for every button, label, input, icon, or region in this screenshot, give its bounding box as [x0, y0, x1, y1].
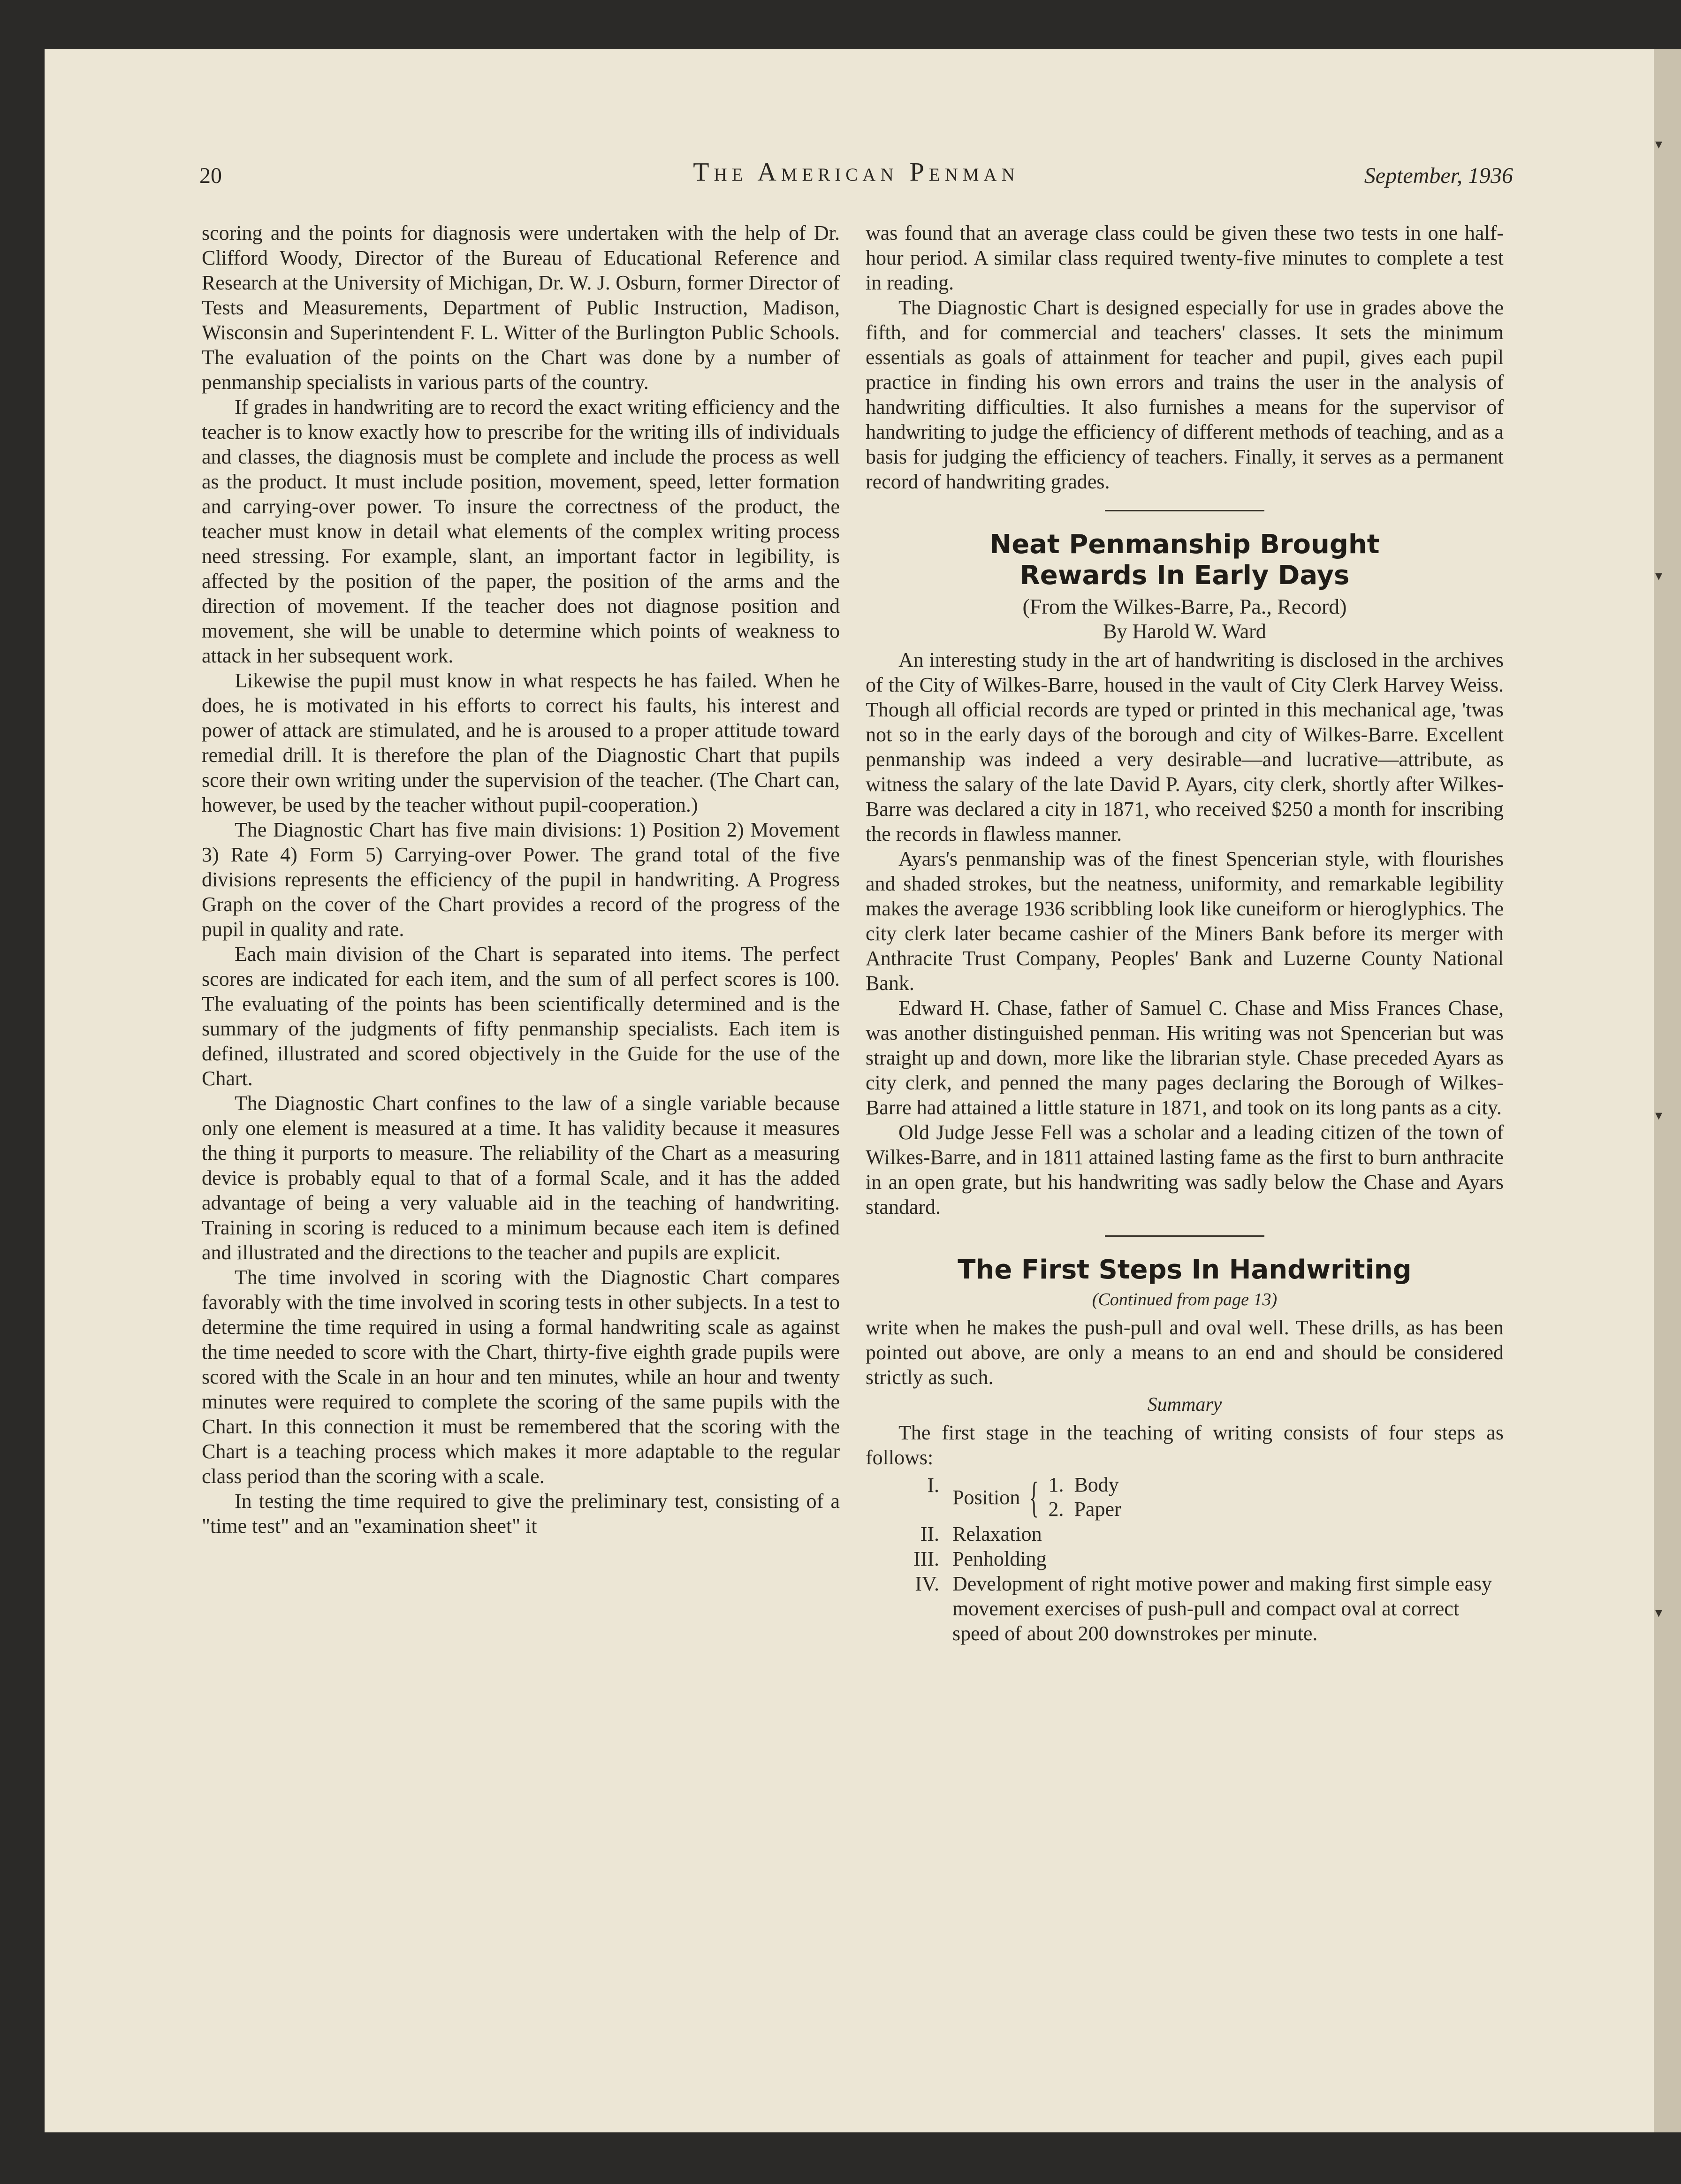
paragraph: Ayars's penmanship was of the finest Spencerian style, with flourishes and shaded strokes, but the neatness, uniformity, and remarkable legibility makes the average 1936 scribbling look like cuneiform or hieroglyphics. The city clerk later became cashier of the Miners Bank before its merger with Anthracite Trust Company, Peoples' Bank and Luzerne County National Bank. — [866, 847, 1504, 995]
article-title: The First Steps In Handwriting — [958, 1255, 1412, 1285]
section-divider — [1105, 510, 1264, 511]
step-number: I. — [927, 1474, 939, 1497]
steps-list — [866, 1473, 1504, 1646]
margin-mark: ▾ — [1655, 1108, 1663, 1123]
page-number: 20 — [199, 163, 222, 188]
brace-glyph: { — [1029, 1473, 1039, 1521]
step-number: IV. — [915, 1572, 939, 1595]
paragraph: An interesting study in the art of handwriting is disclosed in the archives of the City of Wilkes-Barre, housed in the vault of City Clerk Harvey Weiss. Though all official records are typed or printed in this mechanical age, 'twas not so in the early days of the borough and city of Wilkes-Barre. Excellent penmanship was indeed a very desirable—and lucrative—attribute, as witness the salary of the late David P. Ayars, city clerk, shortly after Wilkes-Barre was declared a city in 1871, who received $250 a month for inscribing the records in flawless manner. — [866, 648, 1504, 845]
paragraph: If grades in handwriting are to record the exact writing efficiency and the teacher is to know exactly how to prescribe for the writing ills of individuals and classes, the diagnosis must be complete and include the process as well as the product. It must include position, movement, speed, letter formation and carrying-over power. To insure the correctness of the product, the teacher must know in detail what elements of the complex writing process need stressing. For example, slant, an important factor in legibility, is affected by the position of the paper, the position of the arms and the direction of movement. If the teacher does not diagnose position and movement, she will be unable to determine which points of weakness to attack in her subsequent work. — [202, 396, 840, 667]
sub-item: 2. Paper — [1048, 1498, 1121, 1521]
step-number: II. — [920, 1522, 939, 1545]
margin-mark: ▾ — [1655, 137, 1663, 152]
step-item — [866, 1571, 1504, 1646]
article-neat-penmanship — [866, 529, 1504, 1219]
magazine-title: The American Penman — [693, 158, 1019, 187]
article-source: (From the Wilkes-Barre, Pa., Record) — [1022, 594, 1347, 618]
article-byline: By Harold W. Ward — [1103, 620, 1266, 643]
issue-date: September, 1936 — [1364, 163, 1513, 188]
continued-note: (Continued from page 13) — [1092, 1290, 1278, 1309]
article-title — [866, 529, 1504, 591]
step-label: Position — [952, 1485, 1020, 1509]
margin-mark: ▾ — [1655, 1605, 1663, 1621]
step-text — [952, 1473, 1504, 1522]
sub-item: 1. Body — [1048, 1473, 1119, 1496]
summary-intro: The first stage in the teaching of writing consists of four steps as follows: — [866, 1421, 1504, 1469]
paragraph: write when he makes the push-pull and oval well. These drills, as has been pointed out above, are only a means to an end and should be considered strictly as such. — [866, 1316, 1504, 1389]
sub-list — [1048, 1473, 1121, 1522]
page-edge — [1654, 49, 1681, 2132]
paragraph: The Diagnostic Chart has five main divisions: 1) Position 2) Movement 3) Rate 4) Form 5) Carrying-over Power. The grand total of the five divisions represents the efficiency of the pupil in handwriting. A Progress Graph on the cover of the Chart provides a record of the progress of the pupil in quality and rate. — [202, 818, 840, 941]
article-first-steps — [866, 1255, 1504, 1646]
step-item — [866, 1473, 1504, 1522]
step-item — [866, 1546, 1504, 1571]
paragraph: Edward H. Chase, father of Samuel C. Chase and Miss Frances Chase, was another distinguished penman. His writing was not Spencerian but was straight up and down, more like the librarian style. Chase preceded Ayars as city clerk, and penned the many pages declaring the Borough of Wilkes-Barre had attained a little stature in 1871, and took on its long pants as a city. — [866, 997, 1504, 1119]
article-title-line: Neat Penmanship Brought — [989, 529, 1380, 560]
step-item — [866, 1522, 1504, 1546]
margin-mark: ▾ — [1655, 568, 1663, 584]
paragraph: The time involved in scoring with the Diagnostic Chart compares favorably with the time involved in scoring tests in other subjects. In a test to determine the time required in using a formal handwriting scale as against the time needed to score with the Chart, thirty-five eighth grade pupils were scored with the Scale in an hour and ten minutes, while an hour and twenty minutes were required to complete the scoring of the same pupils with the Chart. In this connection it must be remembered that the scoring with the Chart is a teaching process which makes it more adaptable to the regular class period than the scoring with a scale. — [202, 1266, 840, 1488]
step-text: Relaxation — [952, 1522, 1042, 1545]
step-number: III. — [913, 1547, 939, 1570]
paragraph: was found that an average class could be given these two tests in one half-hour period. A similar class required twenty-five minutes to complete a test in reading. — [866, 221, 1504, 294]
paragraph: In testing the time required to give the preliminary test, consisting of a "time test" and an "examination sheet" it — [202, 1490, 840, 1537]
paragraph: The Diagnostic Chart confines to the law of a single variable because only one element is measured at a time. It has validity because it measures the thing it purports to measure. The reliability of the Chart as a measuring device is probably equal to that of a formal Scale, and it has the added advantage of being a very valuable aid in the teaching of handwriting. Training in scoring is reduced to a minimum because each item is defined and illustrated and the directions to the teacher and pupils are explicit. — [202, 1092, 840, 1264]
section-divider — [1105, 1235, 1264, 1237]
article-title-line: Rewards In Early Days — [1019, 560, 1350, 591]
paragraph: Each main division of the Chart is separated into items. The perfect scores are indicated for each item, and the sum of all perfect scores is 100. The evaluating of the points has been scientifically determined and is the summary of the judgments of fifty penmanship specialists. Each item is defined, illustrated and scored objectively in the Guide for the use of the Chart. — [202, 943, 840, 1090]
paragraph: scoring and the points for diagnosis were undertaken with the help of Dr. Clifford Woody, Director of the Bureau of Educational Reference and Research at the University of Michigan, Dr. W. J. Osburn, former Director of Tests and Measurements, Department of Public Instruction, Madison, Wisconsin and Superintendent F. L. Witter of the Burlington Public Schools. The evaluation of the points on the Chart was done by a number of penmanship specialists in various parts of the country. — [202, 221, 840, 394]
paragraph: The Diagnostic Chart is designed especially for use in grades above the fifth, and for commercial and teachers' classes. It sets the minimum essentials as goals of attainment for teacher and pupil, gives each pupil practice in finding his own errors and trains the user in the analysis of handwriting difficulties. It also furnishes a means for the supervisor of handwriting to judge the efficiency of different methods of teaching, and as a basis for judging the efficiency of teachers. Finally, it serves as a permanent record of handwriting grades. — [866, 296, 1504, 493]
page-header — [199, 157, 1513, 213]
paragraph: Old Judge Jesse Fell was a scholar and a leading citizen of the town of Wilkes-Barre, and in 1811 attained lasting fame as the first to burn anthracite in an open grate, but his handwriting was sadly below the Chase and Ayars standard. — [866, 1121, 1504, 1218]
right-column — [866, 221, 1504, 1646]
summary-heading: Summary — [1147, 1394, 1222, 1415]
left-column — [202, 221, 840, 1538]
paragraph: Likewise the pupil must know in what respects he has failed. When he does, he is motivated in his efforts to correct his faults, his interest and power of attack are stimulated, and he is aroused to a proper attitude toward remedial drill. It is therefore the plan of the Diagnostic Chart that pupils score their own writing under the supervision of the teacher. (The Chart can, however, be used by the teacher without pupil-cooperation.) — [202, 669, 840, 816]
step-text: Development of right motive power and making first simple easy movement exercises of push-pull and compact oval at correct speed of about 200 downstrokes per minute. — [952, 1572, 1492, 1645]
step-text: Penholding — [952, 1547, 1047, 1570]
